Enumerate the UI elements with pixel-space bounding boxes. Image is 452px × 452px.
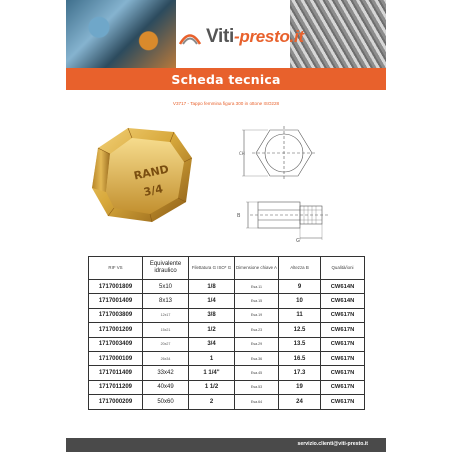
table-header-row xyxy=(89,257,365,280)
cell-code: 1717001209 xyxy=(89,323,143,337)
cell-height: 16.5 xyxy=(279,351,321,365)
dimension-ch-label: CH xyxy=(239,151,245,156)
product-title: V3717 - Tappo femmina figura 300 in ottone ISO228 xyxy=(172,101,280,106)
cell-quality: CW617N xyxy=(321,323,365,337)
header-quality: Qualità/ioni xyxy=(321,257,365,280)
table-row xyxy=(89,294,365,308)
cell-quality: CW614N xyxy=(321,294,365,308)
cell-height: 13.5 xyxy=(279,337,321,351)
specs-table xyxy=(88,256,365,410)
cell-equiv: 26x34 xyxy=(143,351,189,365)
cell-equiv: 33x42 xyxy=(143,366,189,380)
table-row xyxy=(89,337,365,351)
cell-key: Esa.64 xyxy=(235,395,279,409)
technical-drawing xyxy=(220,118,370,248)
cell-quality: CW617N xyxy=(321,351,365,365)
cell-quality: CW617N xyxy=(321,395,365,409)
cell-thread: 3/8 xyxy=(189,308,235,322)
cell-key: Esa.29 xyxy=(235,337,279,351)
logo-text: Viti-presto.it xyxy=(206,26,304,47)
dimension-g-label: G xyxy=(296,238,300,244)
cell-equiv: 40x49 xyxy=(143,380,189,394)
cell-key: Esa.23 xyxy=(235,323,279,337)
cell-equiv: 50x60 xyxy=(143,395,189,409)
engraving-size: 3/4 xyxy=(142,182,165,199)
cell-code: 1717001809 xyxy=(89,280,143,294)
cell-code: 1717001409 xyxy=(89,294,143,308)
cell-key: Esa.36 xyxy=(235,351,279,365)
cell-height: 24 xyxy=(279,395,321,409)
cell-code: 1717011209 xyxy=(89,380,143,394)
header-key: Dimensione chiave A xyxy=(235,257,279,280)
cell-height: 19 xyxy=(279,380,321,394)
footer-email-link[interactable]: servizio.clienti@viti-presto.it xyxy=(297,441,368,447)
cell-key: Esa.53 xyxy=(235,380,279,394)
table-row xyxy=(89,380,365,394)
cell-thread: 2 xyxy=(189,395,235,409)
brand-logo[interactable] xyxy=(178,26,304,48)
cell-equiv: 5x10 xyxy=(143,280,189,294)
header-photo-screws xyxy=(290,0,386,68)
cell-code: 1717003409 xyxy=(89,337,143,351)
cell-equiv: 12x17 xyxy=(143,308,189,322)
cell-key: Esa.19 xyxy=(235,308,279,322)
header-thread: Filettatura G ISO* G xyxy=(189,257,235,280)
table-row xyxy=(89,308,365,322)
cell-key: Esa.45 xyxy=(235,366,279,380)
cell-code: 1717011409 xyxy=(89,366,143,380)
logo-arc-icon xyxy=(178,29,202,45)
cell-thread: 3/4 xyxy=(189,337,235,351)
cell-thread: 1 1/4" xyxy=(189,366,235,380)
section-title: Scheda tecnica xyxy=(171,71,281,87)
cell-equiv: 8x13 xyxy=(143,294,189,308)
product-photo xyxy=(88,118,200,230)
cell-thread: 1/2 xyxy=(189,323,235,337)
table-row xyxy=(89,395,365,409)
cell-quality: CW617N xyxy=(321,337,365,351)
cell-key: Esa.15 xyxy=(235,294,279,308)
table-row xyxy=(89,366,365,380)
section-title-bar xyxy=(66,68,386,90)
cell-height: 10 xyxy=(279,294,321,308)
dimension-b-label: B xyxy=(237,213,241,219)
cell-equiv: 20x27 xyxy=(143,337,189,351)
cell-height: 17.3 xyxy=(279,366,321,380)
table-row xyxy=(89,351,365,365)
cell-quality: CW617N xyxy=(321,308,365,322)
cell-thread: 1/8 xyxy=(189,280,235,294)
cell-code: 1717000209 xyxy=(89,395,143,409)
header-photo-tools xyxy=(66,0,176,68)
engraving-brand: RAND xyxy=(132,162,170,183)
cell-thread: 1 1/2 xyxy=(189,380,235,394)
cell-thread: 1 xyxy=(189,351,235,365)
footer-bar xyxy=(66,438,386,452)
cell-height: 9 xyxy=(279,280,321,294)
cell-quality: CW614N xyxy=(321,280,365,294)
cell-code: 1717000109 xyxy=(89,351,143,365)
table-row xyxy=(89,323,365,337)
cell-thread: 1/4 xyxy=(189,294,235,308)
header-height: Altezza B xyxy=(279,257,321,280)
cell-key: Esa.11 xyxy=(235,280,279,294)
table-row xyxy=(89,280,365,294)
header-equiv: Equivalente idraulico xyxy=(143,257,189,280)
cell-height: 11 xyxy=(279,308,321,322)
cell-quality: CW617N xyxy=(321,366,365,380)
cell-equiv: 15x21 xyxy=(143,323,189,337)
cell-quality: CW617N xyxy=(321,380,365,394)
cell-code: 1717003809 xyxy=(89,308,143,322)
header-ref: RIF VS xyxy=(89,257,143,280)
cell-height: 12.5 xyxy=(279,323,321,337)
